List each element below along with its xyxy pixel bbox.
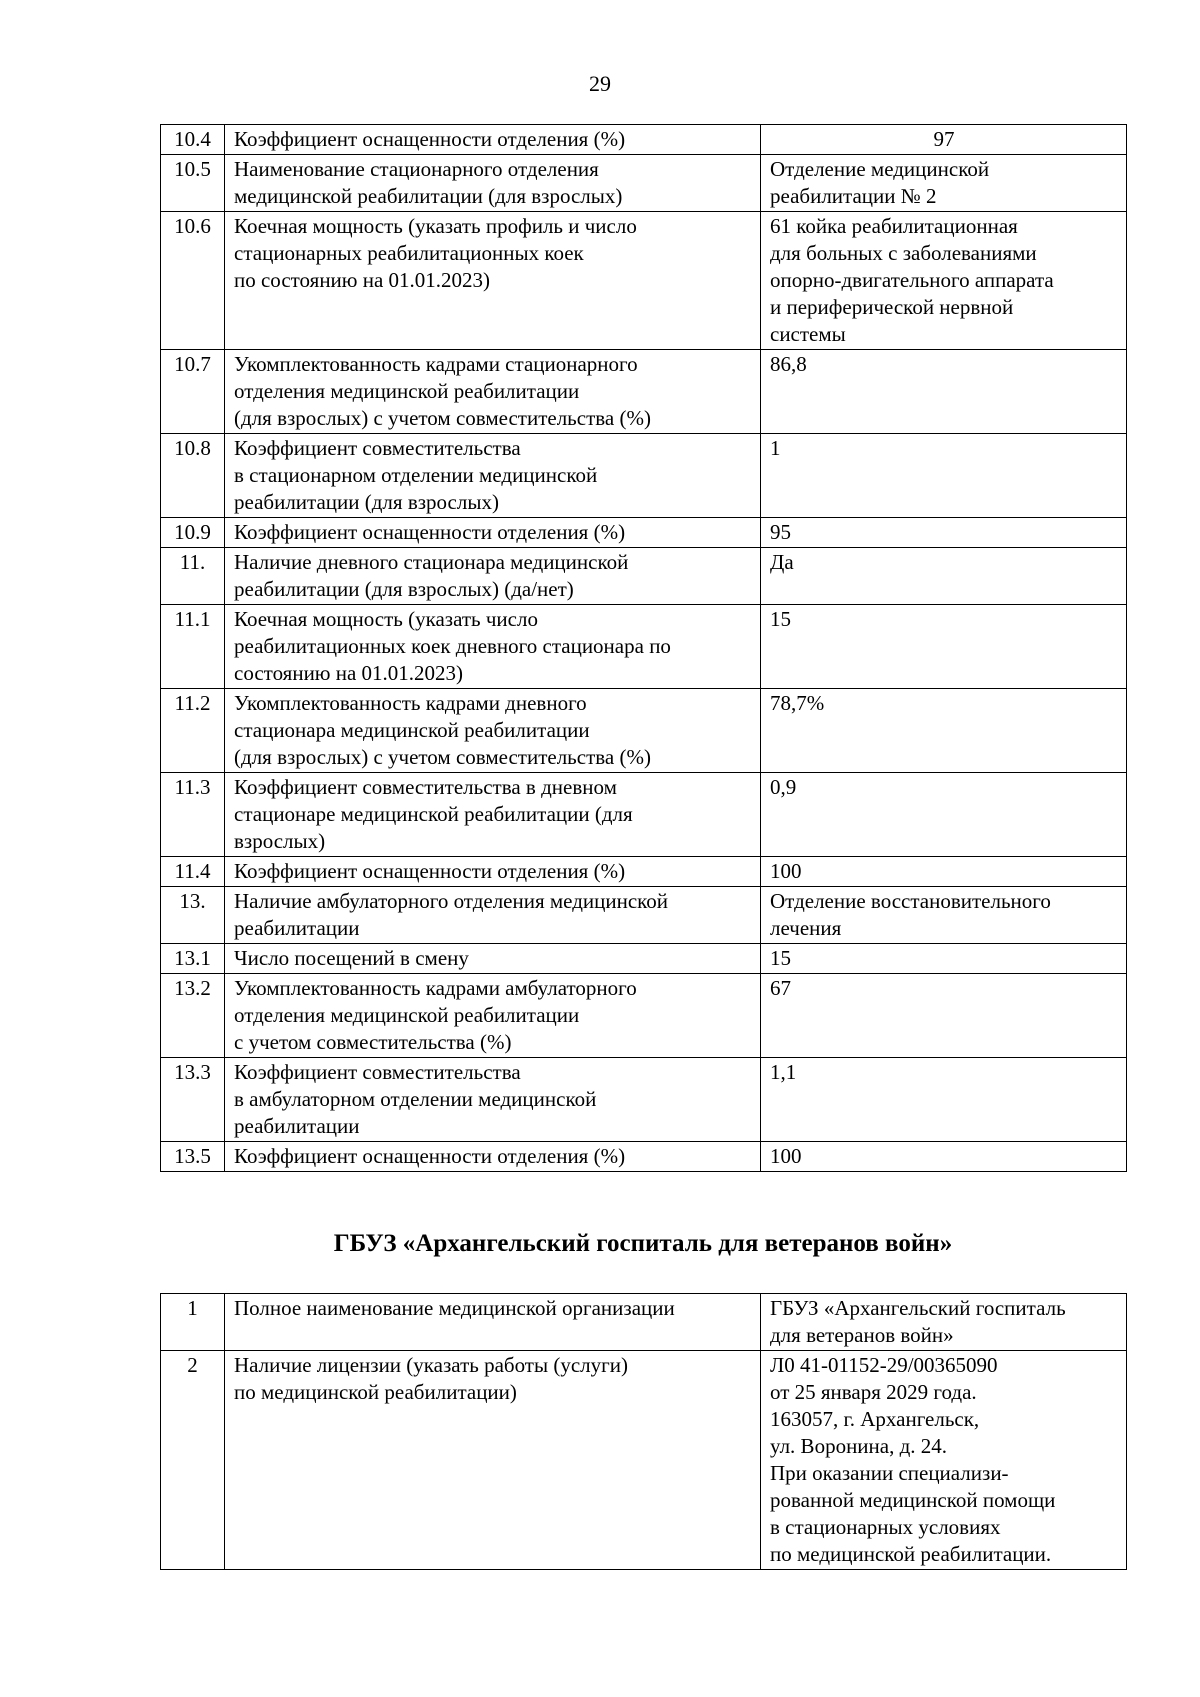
row-number: 13.5 bbox=[161, 1142, 225, 1172]
row-label: Коэффициент совместительства в стационарном отделении медицинской реабилитации (для взрослых) bbox=[225, 434, 761, 518]
table-row bbox=[161, 434, 1127, 518]
row-label: Коэффициент оснащенности отделения (%) bbox=[225, 518, 761, 548]
row-number: 11.3 bbox=[161, 773, 225, 857]
row-label: Коечная мощность (указать профиль и число стационарных реабилитационных коек по состоянию на 01.01.2023) bbox=[225, 212, 761, 350]
row-label: Коечная мощность (указать число реабилитационных коек дневного стационара по состоянию на 01.01.2023) bbox=[225, 605, 761, 689]
row-number: 13.1 bbox=[161, 944, 225, 974]
row-value: 86,8 bbox=[761, 350, 1127, 434]
row-label: Коэффициент совместительства в амбулаторном отделении медицинской реабилитации bbox=[225, 1058, 761, 1142]
row-number: 1 bbox=[161, 1294, 225, 1351]
row-number: 10.8 bbox=[161, 434, 225, 518]
row-value: Отделение восстановительного лечения bbox=[761, 887, 1127, 944]
row-value: Отделение медицинской реабилитации № 2 bbox=[761, 155, 1127, 212]
table-row bbox=[161, 125, 1127, 155]
row-number: 2 bbox=[161, 1351, 225, 1570]
row-value: ГБУЗ «Архангельский госпиталь для ветеранов войн» bbox=[761, 1294, 1127, 1351]
row-label: Укомплектованность кадрами стационарного отделения медицинской реабилитации (для взрослых) с учетом совместительства (%) bbox=[225, 350, 761, 434]
row-number: 10.5 bbox=[161, 155, 225, 212]
row-number: 13. bbox=[161, 887, 225, 944]
row-number: 11.1 bbox=[161, 605, 225, 689]
table-row bbox=[161, 857, 1127, 887]
table-row bbox=[161, 773, 1127, 857]
row-label: Полное наименование медицинской организации bbox=[225, 1294, 761, 1351]
row-number: 11.2 bbox=[161, 689, 225, 773]
row-value: 1,1 bbox=[761, 1058, 1127, 1142]
row-label: Наличие дневного стационара медицинской реабилитации (для взрослых) (да/нет) bbox=[225, 548, 761, 605]
table-row bbox=[161, 944, 1127, 974]
row-label: Наименование стационарного отделения медицинской реабилитации (для взрослых) bbox=[225, 155, 761, 212]
row-label: Коэффициент оснащенности отделения (%) bbox=[225, 125, 761, 155]
rehab-indicators-table bbox=[160, 124, 1127, 1172]
row-number: 11. bbox=[161, 548, 225, 605]
row-number: 10.4 bbox=[161, 125, 225, 155]
table-row bbox=[161, 974, 1127, 1058]
table-row bbox=[161, 689, 1127, 773]
row-label: Укомплектованность кадрами амбулаторного отделения медицинской реабилитации с учетом совместительства (%) bbox=[225, 974, 761, 1058]
table-row bbox=[161, 518, 1127, 548]
hospital-info-table bbox=[160, 1293, 1127, 1570]
row-value: 1 bbox=[761, 434, 1127, 518]
row-number: 13.3 bbox=[161, 1058, 225, 1142]
page-number: 29 bbox=[589, 71, 611, 96]
table-row bbox=[161, 1351, 1127, 1570]
row-label: Число посещений в смену bbox=[225, 944, 761, 974]
row-value: 0,9 bbox=[761, 773, 1127, 857]
table-row bbox=[161, 1294, 1127, 1351]
table-row bbox=[161, 350, 1127, 434]
row-value: 95 bbox=[761, 518, 1127, 548]
table-row bbox=[161, 155, 1127, 212]
row-number: 11.4 bbox=[161, 857, 225, 887]
row-value: 100 bbox=[761, 1142, 1127, 1172]
table-row bbox=[161, 887, 1127, 944]
table-row bbox=[161, 212, 1127, 350]
row-number: 10.6 bbox=[161, 212, 225, 350]
row-value: 97 bbox=[761, 125, 1127, 155]
hospital-info-table-body bbox=[161, 1294, 1127, 1570]
table-row bbox=[161, 605, 1127, 689]
row-label: Укомплектованность кадрами дневного стационара медицинской реабилитации (для взрослых) с учетом совместительства (%) bbox=[225, 689, 761, 773]
row-number: 13.2 bbox=[161, 974, 225, 1058]
row-value: 78,7% bbox=[761, 689, 1127, 773]
row-label: Наличие амбулаторного отделения медицинской реабилитации bbox=[225, 887, 761, 944]
row-value: 15 bbox=[761, 944, 1127, 974]
row-number: 10.9 bbox=[161, 518, 225, 548]
table-row bbox=[161, 1142, 1127, 1172]
row-value: 67 bbox=[761, 974, 1127, 1058]
row-value: 61 койка реабилитационная для больных с заболеваниями опорно-двигательного аппарата и периферической нервной системы bbox=[761, 212, 1127, 350]
row-number: 10.7 bbox=[161, 350, 225, 434]
row-label: Коэффициент совместительства в дневном стационаре медицинской реабилитации (для взрослых) bbox=[225, 773, 761, 857]
row-value: Да bbox=[761, 548, 1127, 605]
row-value: 100 bbox=[761, 857, 1127, 887]
rehab-indicators-table-body bbox=[161, 125, 1127, 1172]
row-label: Наличие лицензии (указать работы (услуги) по медицинской реабилитации) bbox=[225, 1351, 761, 1570]
table-row bbox=[161, 1058, 1127, 1142]
row-value: Л0 41-01152-29/00365090 от 25 января 2029 года. 163057, г. Архангельск, ул. Воронина, д. 24. При оказании специализи- рованной медицинской помощи в стационарных условиях по медицинской реабилитации. bbox=[761, 1351, 1127, 1570]
row-value: 15 bbox=[761, 605, 1127, 689]
row-label: Коэффициент оснащенности отделения (%) bbox=[225, 857, 761, 887]
row-label: Коэффициент оснащенности отделения (%) bbox=[225, 1142, 761, 1172]
table-row bbox=[161, 548, 1127, 605]
section-title: ГБУЗ «Архангельский госпиталь для ветеранов войн» bbox=[333, 1230, 953, 1257]
